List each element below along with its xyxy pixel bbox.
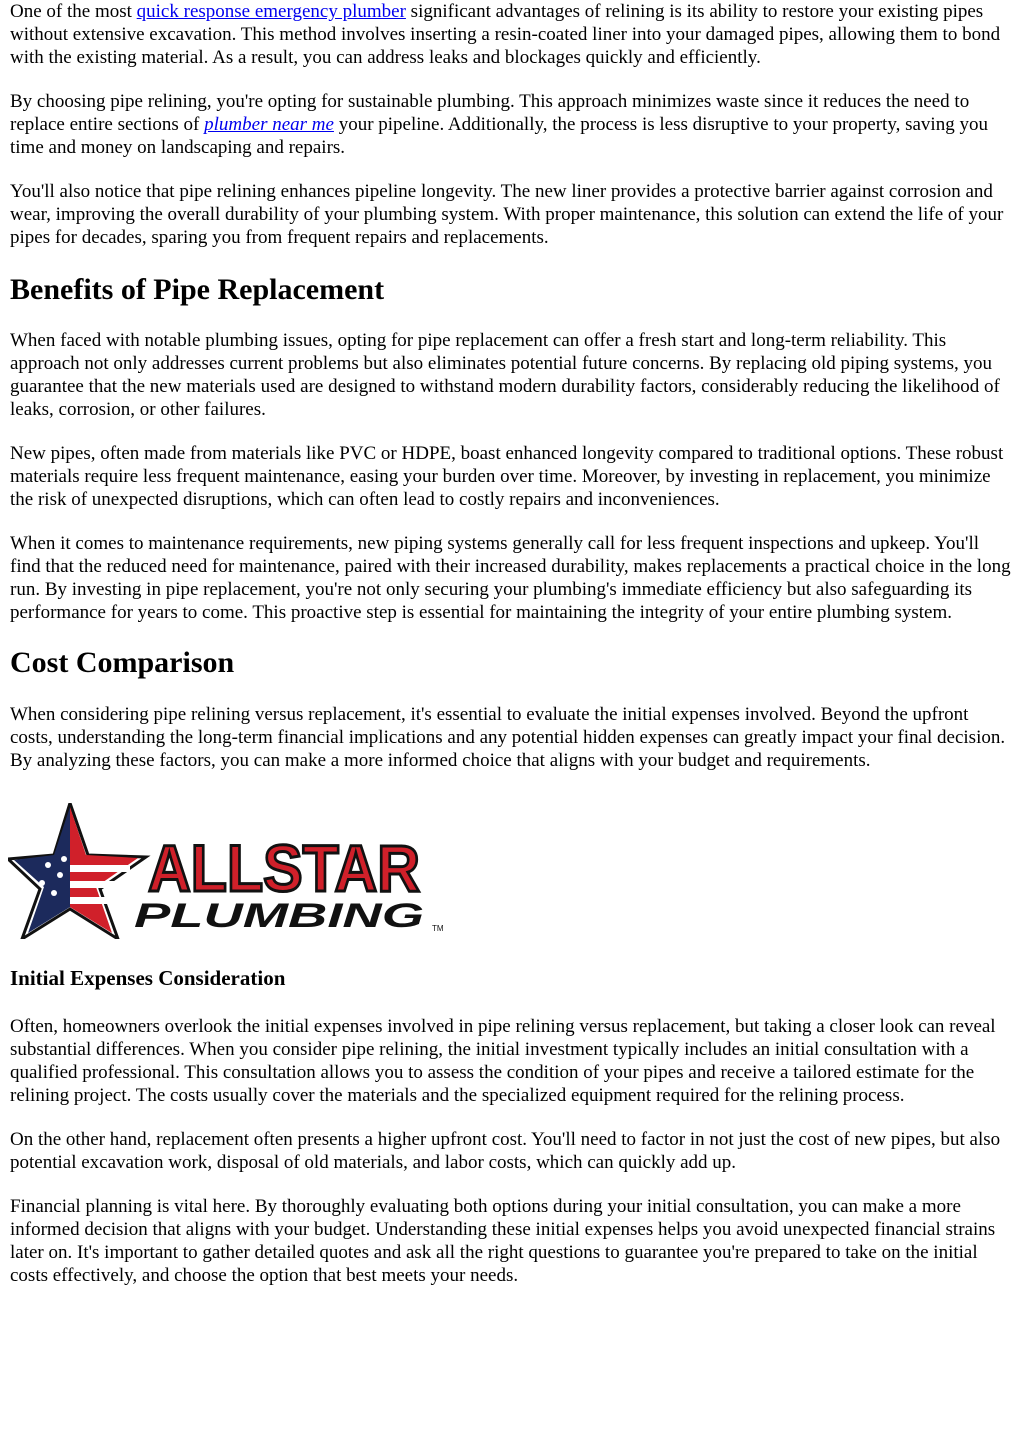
intro-paragraph-1 xyxy=(10,0,1014,69)
logo-plumbing-text: PLUMBING xyxy=(134,897,424,935)
logo-trademark: TM xyxy=(432,924,444,933)
initial-expenses-heading: Initial Expenses Consideration xyxy=(10,966,286,990)
benefits-paragraph-3: When it comes to maintenance requirements, new piping systems generally call for less frequent inspections and upkeep. You'll find that the reduced need for maintenance, paired with their increased durability, makes replacements a practical choice in the long run. By investing in pipe replacement, you're not only securing your plumbing's immediate efficiency but also safeguarding its performance for years to come. This proactive step is essential for maintaining the integrity of your entire plumbing system. xyxy=(10,533,1011,623)
emergency-plumber-link[interactable]: quick response emergency plumber xyxy=(136,1,406,22)
initial-paragraph-2: On the other hand, replacement often presents a higher upfront cost. You'll need to factor in not just the cost of new pipes, but also potential excavation work, disposal of old materials, and labor costs, which can quickly add up. xyxy=(10,1129,1001,1173)
logo-image xyxy=(8,803,456,939)
intro-p2-text-before: By choosing pipe relining, you're opting for sustainable plumbing. This approach minimizes waste since it reduces the need to replace entire sections of xyxy=(10,91,970,135)
allstar-plumbing-logo xyxy=(8,803,1014,939)
star-flag-icon xyxy=(8,803,146,939)
benefits-paragraph-2: New pipes, often made from materials like PVC or HDPE, boast enhanced longevity compared to traditional options. These robust materials require less frequent maintenance, easing your burden over time. Moreover, by investing in replacement, you minimize the risk of unexpected disruptions, which can often lead to costly repairs and inconveniences. xyxy=(10,443,1004,510)
logo-allstar-text: ALLSTAR xyxy=(148,831,420,905)
initial-paragraph-3: Financial planning is vital here. By thoroughly evaluating both options during your initial consultation, you can make a more informed decision that aligns with your budget. Understanding these initial expenses helps you avoid unexpected financial strains later on. It's important to gather detailed quotes and ask all the right questions to guarantee you're prepared to take on the initial costs effectively, and choose the option that best meets your needs. xyxy=(10,1196,996,1286)
cost-comparison-heading: Cost Comparison xyxy=(10,646,235,679)
intro-paragraph-3: You'll also notice that pipe relining enhances pipeline longevity. The new liner provides a protective barrier against corrosion and wear, improving the overall durability of your plumbing system. With proper maintenance, this solution can extend the life of your pipes for decades, sparing you from frequent repairs and replacements. xyxy=(10,181,1004,248)
intro-p2-text-after: your pipeline. Additionally, the process is less disruptive to your property, saving you time and money on landscaping and repairs. xyxy=(10,114,988,158)
benefits-heading: Benefits of Pipe Replacement xyxy=(10,273,385,306)
cost-paragraph-1: When considering pipe relining versus replacement, it's essential to evaluate the initial expenses involved. Beyond the upfront costs, understanding the long-term financial implications and any potential hidden expenses can greatly impact your final decision. By analyzing these factors, you can make a more informed choice that aligns with your budget and requirements. xyxy=(10,704,1006,771)
intro-paragraph-2 xyxy=(10,90,1014,159)
plumber-near-me-link[interactable]: plumber near me xyxy=(204,114,334,135)
intro-p1-text-before: One of the most xyxy=(10,1,137,22)
benefits-paragraph-1: When faced with notable plumbing issues, opting for pipe replacement can offer a fresh start and long-term reliability. This approach not only addresses current problems but also eliminates potential future concerns. By replacing old piping systems, you guarantee that the new materials used are designed to withstand modern durability factors, considerably reducing the likelihood of leaks, corrosion, or other failures. xyxy=(10,330,1000,420)
intro-p1-text-after: significant advantages of relining is its ability to restore your existing pipes without extensive excavation. This method involves inserting a resin-coated liner into your damaged pipes, allowing them to bond with the existing material. As a result, you can address leaks and blockages quickly and efficiently. xyxy=(10,1,1001,68)
initial-paragraph-1: Often, homeowners overlook the initial expenses involved in pipe relining versus replacement, but taking a closer look can reveal substantial differences. When you consider pipe relining, the initial investment typically includes an initial consultation with a qualified professional. This consultation allows you to assess the condition of your pipes and receive a tailored estimate for the relining project. The costs usually cover the materials and the specialized equipment required for the relining process. xyxy=(10,1016,996,1106)
